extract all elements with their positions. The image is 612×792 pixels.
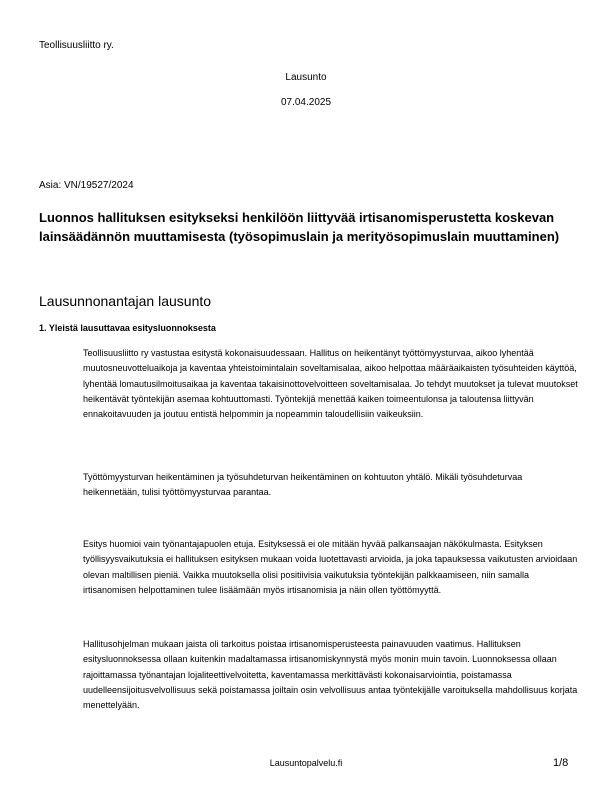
document-date: 07.04.2025 (280, 97, 332, 108)
case-number: VN/19527/2024 (64, 180, 134, 191)
statement-paragraph: Esitys huomioi vain työnantajapuolen etuja. Esityksessä ei ole mitään hyvää palkansaajan näkökulmasta. Esityksen työllisyysvaikutuksia ei hallituksen esityksen mukaan voida luotettavasti arvioida, ja joka tapauksessa vaikutusten arvioidaan olevan maltillisen pieniä. Vaikka muutoksella olisi positiivisia vaikutuksia työntekijän palkkaamiseen, niin samalla irtisanomisen helpottaminen tulee lisäämään myös irtisanomisia ja näin ollen työttömyyttä. (83, 539, 578, 595)
statement-paragraph: Teollisuusliitto ry vastustaa esitystä kokonaisuudessaan. Hallitus on heikentänyt työttömyysturvaa, aikoo lyhentää muutosneuvotteluaikoja ja kaventaa yhteistoimintalain soveltamisalaa, aikoo helpottaa määräaikaisten työsuhteiden käyttöä, lyhentää lomautusilmoitusaikaa ja kaventaa takaisinottovelvoitteen soveltamisalaa. Jo tehdyt muutokset ja tulevat muutokset heikentävät työntekijän asemaa kohtuuttomasti. Työntekijä menettää kaiken toimeentulonsa ja taloutensa liittyvän ennakoitavuuden ja joutuu entistä helpommin ja nopeammin taloudellisiin vaikeuksiin. (83, 348, 578, 420)
case-label: Asia: (39, 180, 62, 191)
statement-subheading: 1. Yleistä lausuttavaa esitysluonnoksesta (39, 323, 216, 333)
document-type: Lausunto (285, 72, 327, 83)
document-title: Luonnos hallituksen esitykseksi henkilöön liittyvää irtisanomisperustetta koskevan lainsäädännön muuttamisesta (työsopimuslain ja merityösopimuslain muuttaminen) (39, 210, 560, 244)
statement-paragraph: Hallitusohjelman mukaan jaista oli tarkoitus poistaa irtisanomisperusteesta painavuuden vaatimus. Hallituksen esitysluonnoksessa ollaan kuitenkin madaltamassa irtisanomiskynnystä myös monin muin tavoin. Luonnoksessa ollaan rajoittamassa työnantajan lojaliteettivelvoitetta, kaventamassa merkittävästi kokonaisarviointia, poistamassa uudelleensijoitusvelvollisuus sekä poistamassa joiltain osin velvollisuus antaa työntekijälle varoituksella mahdollisuus korjata menettelyään. (83, 639, 578, 711)
page-number: 1/8 (553, 757, 569, 769)
statement-paragraph: Työttömyysturvan heikentäminen ja työsuhdeturvan heikentäminen on kohtuuton yhtälö. Mikäli työsuhdeturvaa heikennetään, tulisi työttömyysturvaa parantaa. (83, 472, 523, 498)
case-reference (39, 180, 134, 191)
organization-name: Teollisuusliitto ry. (39, 40, 114, 51)
statement-heading: Lausunnonantajan lausunto (39, 293, 212, 309)
footer-site-name: Lausuntopalvelu.fi (269, 758, 343, 768)
